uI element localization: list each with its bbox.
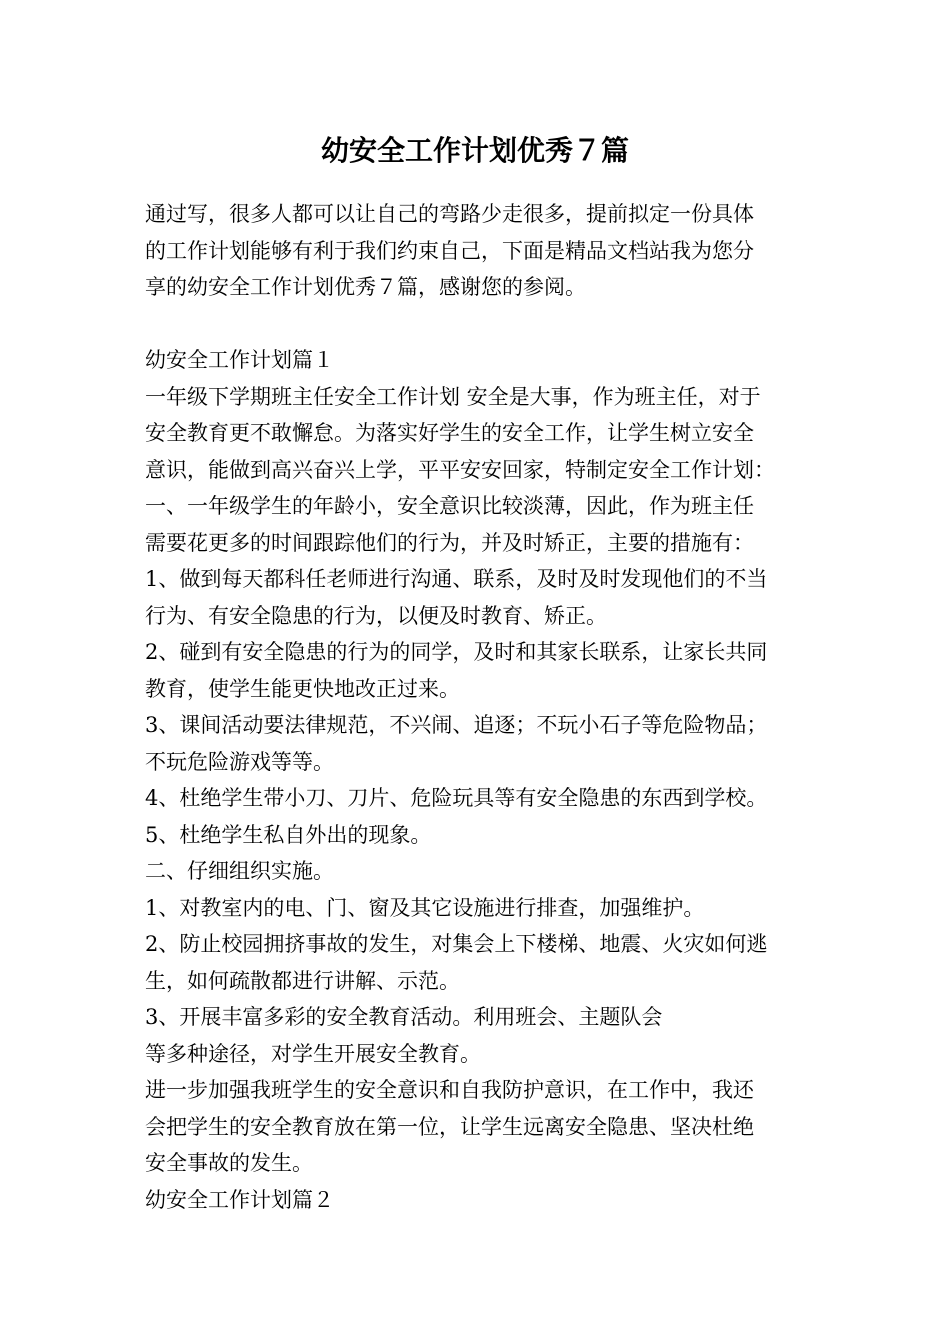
section-heading: 幼安全工作计划篇２ <box>145 1187 334 1212</box>
text-line: 通过写，很多人都可以让自己的弯路少走很多，提前拟定一份具体 <box>145 202 754 226</box>
text-line: 1、做到每天都科任老师进行沟通、联系，及时及时发现他们的不当 <box>145 567 768 591</box>
document-body <box>145 196 810 1218</box>
text-line: 5、杜绝学生私自外出的现象。 <box>145 822 432 847</box>
text-line: 行为、有安全隐患的行为，以便及时教育、矫正。 <box>145 603 607 628</box>
text-line: 享的幼安全工作计划优秀７篇，感谢您的参阅。 <box>145 275 586 299</box>
text-line: 意识，能做到高兴奋兴上学，平平安安回家，特制定安全工作计划： <box>145 457 775 482</box>
text-line: 一、一年级学生的年龄小，安全意识比较淡薄，因此，作为班主任 <box>145 494 754 518</box>
text-line: 3、开展丰富多彩的安全教育活动。利用班会、主题队会 <box>145 1005 663 1029</box>
text-line: 1、对教室内的电、门、窗及其它设施进行排查，加强维护。 <box>145 895 705 920</box>
text-line: 不玩危险游戏等等。 <box>145 749 334 774</box>
text-line: 会把学生的安全教育放在第一位，让学生远离安全隐患、坚决杜绝 <box>145 1114 754 1139</box>
text-line: 需要花更多的时间跟踪他们的行为，并及时矫正，主要的措施有： <box>145 530 754 555</box>
text-line: 2、碰到有安全隐患的行为的同学，及时和其家长联系，让家长共同 <box>145 640 768 664</box>
text-line: 等多种途径，对学生开展安全教育。 <box>145 1041 481 1066</box>
text-line: 3、课间活动要法律规范，不兴闹、追逐；不玩小石子等危险物品； <box>145 713 768 737</box>
text-line: 生，如何疏散都进行讲解、示范。 <box>145 968 460 993</box>
text-line: 2、防止校园拥挤事故的发生，对集会上下楼梯、地震、火灾如何逃 <box>145 932 768 956</box>
text-line: 安全事故的发生。 <box>145 1151 313 1175</box>
text-line: 进一步加强我班学生的安全意识和自我防护意识，在工作中，我还 <box>145 1078 754 1102</box>
text-line: 二、仔细组织实施。 <box>145 859 334 883</box>
text-line: 一年级下学期班主任安全工作计划 安全是大事，作为班主任，对于 <box>145 384 761 409</box>
text-line: 的工作计划能够有利于我们约束自己，下面是精品文档站我为您分 <box>145 238 754 263</box>
document-title: 幼安全工作计划优秀７篇 <box>320 134 629 167</box>
section-heading: 幼安全工作计划篇１ <box>145 348 334 372</box>
text-line: 4、杜绝学生带小刀、刀片、危险玩具等有安全隐患的东西到学校。 <box>145 786 768 810</box>
blank-line <box>145 306 810 343</box>
text-line: 教育，使学生能更快地改正过来。 <box>145 676 460 701</box>
text-line: 安全教育更不敢懈怠。为落实好学生的安全工作，让学生树立安全 <box>145 421 754 445</box>
